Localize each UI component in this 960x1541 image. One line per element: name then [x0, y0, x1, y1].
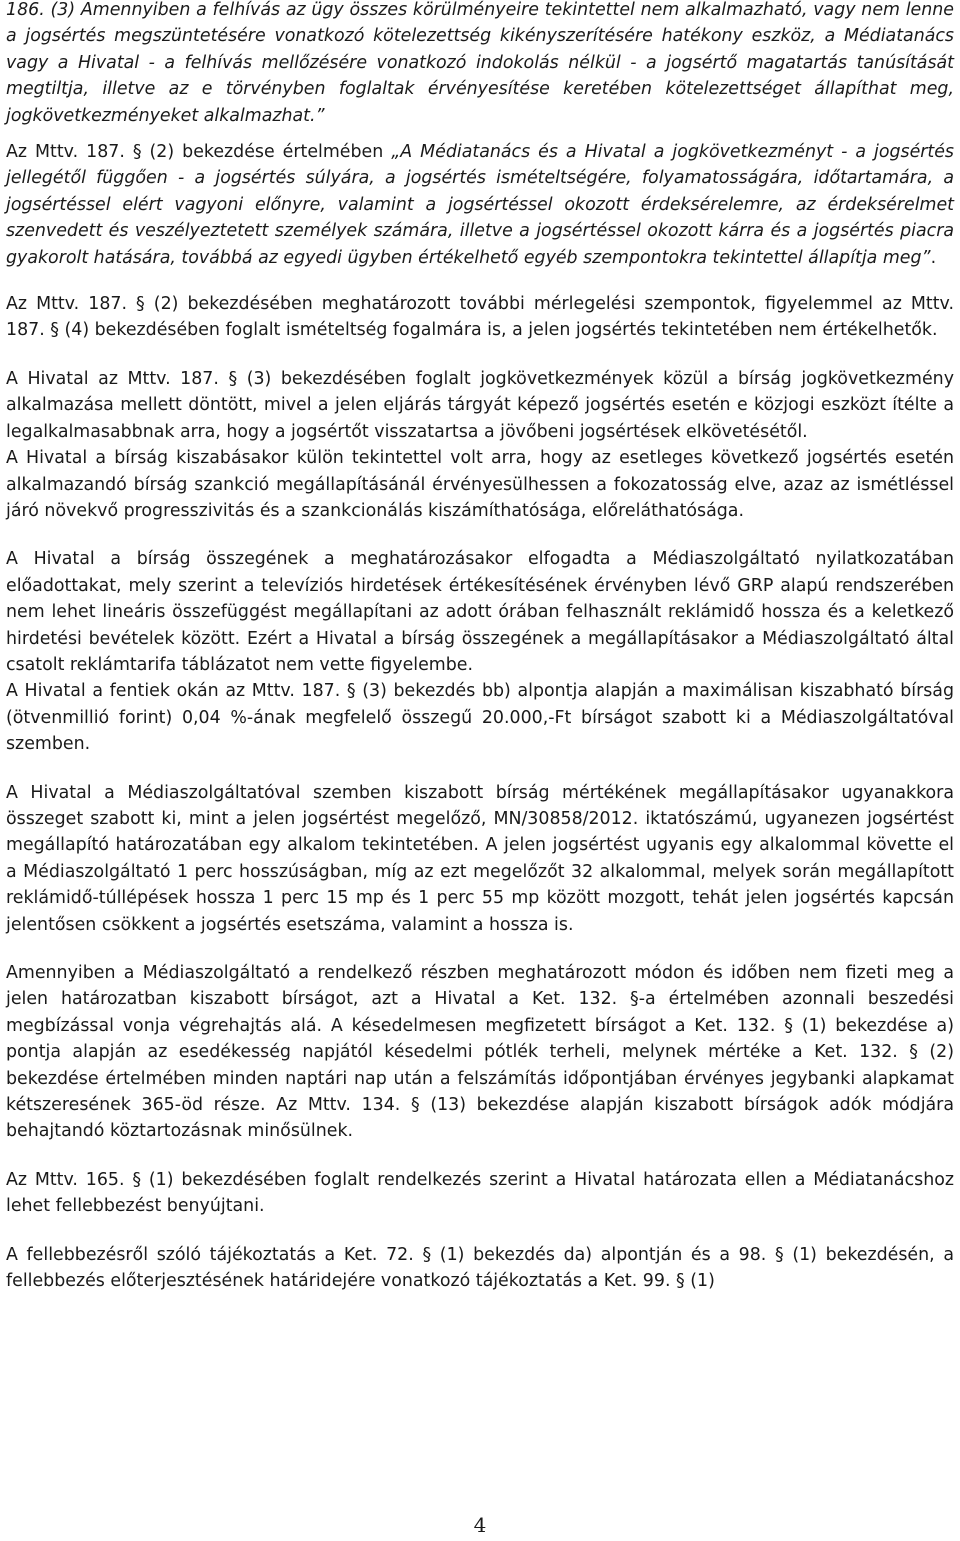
paragraph-grp: A Hivatal a bírság összegének a meghatározásakor elfogadta a Médiaszolgáltató nyilatkozatában előadottakat, mely szerint a televíziós hirdetések értékesítésének érvényben lévő GRP alapú rendszerében nem lehet lineáris összefüggést megállapítani az adott órában felhasznált reklámidő hossza és a keletkező hirdetési bevételek között. Ezért a Hivatal a bírság összegének a megállapításakor a Médiaszolgáltató által csatolt reklámtarifa táblázatot nem vette figyelembe.: [6, 549, 954, 675]
paragraph-criteria: Az Mttv. 187. § (2) bekezdésében meghatározott további mérlegelési szempontok, figyelemmel az Mttv. 187. § (4) bekezdésében foglalt ismételtség fogalmára is, a jelen jogsértés tekintetében nem értékelhetők.: [6, 294, 954, 341]
paragraph-quoted-186-3: 186. (3) Amennyiben a felhívás az ügy összes körülményeire tekintettel nem alkalmazható, vagy nem lenne a jogsértés megszüntetésére vonatkozó kötelezettség kikényszerítésére hatékony eszköz, a Médiatanács vagy a Hivatal - a felhívás mellőzésére vonatkozó indokolás nélkül - a jogsértő magatartás tanúsítását megtiltja, illetve az e törvényben foglaltak érvényesítése keretében kötelezettséget állapíthat meg, jogkövetkezményeket alkalmazhat.”: [6, 0, 954, 126]
paragraph-appeal: Az Mttv. 165. § (1) bekezdésében foglalt rendelkezés szerint a Hivatal határozata ellen a Médiatanácshoz lehet fellebbezést benyújtani.: [6, 1169, 954, 1217]
paragraph-appeal-info: A fellebbezésről szóló tájékoztatás a Ket. 72. § (1) bekezdés da) alpontján és a 98. § (1) bekezdésén, a fellebbezés előterjesztésének határidejére vonatkozó tájékoztatás a Ket. 99. § (1): [6, 1244, 954, 1292]
paragraph-enforcement: Amennyiben a Médiaszolgáltató a rendelkező részben meghatározott módon és időben nem fizeti meg a jelen határozatban kiszabott bírságot, azt a Hivatal a Ket. 132. §-a értelmében azonnali beszedési megbízással vonja végrehajtás alá. A késedelmesen megfizetett bírságot a Ket. 132. § (1) bekezdése a) pontja alapján az esedékesség napjától késedelmi pótlék terheli, melynek mértéke a Ket. 132. § (2) bekezdése értelmében minden naptári nap után a felszámítás időpontjában érvényes jegybanki alapkamat kétszeresének 365-öd része. Az Mttv. 134. § (13) bekezdése alapján kiszabott bírságok adók módjára behajtandó köztartozásnak minősülnek.: [6, 963, 954, 1142]
paragraph-mttv-187-2: [6, 139, 954, 271]
paragraph-end: .: [930, 247, 937, 268]
paragraph-previous-case: A Hivatal a Médiaszolgáltatóval szemben kiszabott bírság mértékének megállapításakor ugyanakkora összeget szabott ki, mint a jelen jogsértést megelőző, MN/30858/2012. iktatószámú, ugyanezen jogsértést megállapító határozatában egy alkalom tekintetében. A jelen jogsértést ugyanis egy alkalommal követte el a Médiaszolgáltató 1 perc hosszúságban, míg az ezt megelőzőt 32 alkalommal, melyek során megállapított reklámidő-túllépések hossza 1 perc 15 mp és 1 perc 55 mp között mozgott, tehát jelen jogsértés kapcsán jelentősen csökkent a jogsértés esetszáma, valamint a hossza is.: [6, 782, 954, 935]
page-number: 4: [473, 1513, 487, 1537]
paragraph-fine-decision: A Hivatal az Mttv. 187. § (3) bekezdésében foglalt jogkövetkezmények közül a bírság jogkövetkezmény alkalmazása mellett döntött, mivel a jelen eljárás tárgyát képező jogsértés esetén e közjogi eszközt ítélte a legalkalmasabbnak arra, hogy a jogsértőt visszatartsa a jövőbeni jogsértések elkövetésétől.: [6, 368, 954, 442]
document-page: [6, 0, 954, 1294]
paragraph-progressivity: A Hivatal a bírság kiszabásakor külön tekintettel volt arra, hogy az esetleges következő jogsértés esetén alkalmazandó bírság szankció megállapításánál érvényesülhessen a fokozatosság elve, azaz az ismétléssel járó növekvő progresszivitás és a szankcionálás kiszámíthatósága, előreláthatósága.: [6, 448, 954, 521]
paragraph-quote: „A Médiatanács és a Hivatal a jogkövetkezményt - a jogsértés jellegétől függően - a jogsértés súlyára, a jogsértés ismételtségére, folyamatosságára, időtartamára, a jogsértéssel elért vagyoni előnyre, valamint a jogsértéssel okozott érdeksérelemre, az érdeksérelmet szenvedett és veszélyeztetett személyek számára, illetve a jogsértéssel okozott kárra és a jogsértés piacra gyakorolt hatására, továbbá az egyedi ügyben értékelhető egyéb szempontokra tekintettel állapítja meg”: [6, 142, 954, 268]
paragraph-fine-amount: A Hivatal a fentiek okán az Mttv. 187. § (3) bekezdés bb) alpontja alapján a maximálisan kiszabható bírság (ötvenmillió forint) 0,04 %-ának megfelelő összegű 20.000,-Ft bírságot szabott ki a Médiaszolgáltatóval szemben.: [6, 681, 954, 755]
paragraph-intro: Az Mttv. 187. § (2) bekezdése értelmében: [6, 142, 392, 163]
